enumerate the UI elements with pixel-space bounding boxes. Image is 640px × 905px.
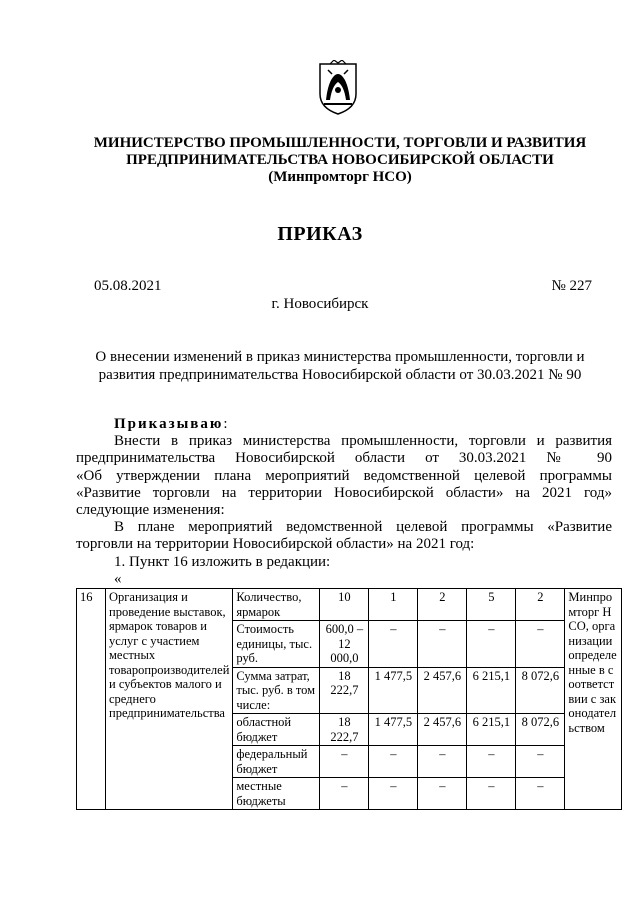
order-colon: : <box>223 416 228 432</box>
value-cell: 8 072,6 <box>516 667 565 714</box>
value-cell: – <box>516 746 565 778</box>
value-cell: – <box>320 746 369 778</box>
value-cell: 1 477,5 <box>369 714 418 746</box>
value-cell: – <box>516 621 565 668</box>
value-cell: 1 477,5 <box>369 667 418 714</box>
table-row <box>77 589 622 621</box>
ministry-short: (Минпромторг НСО) <box>268 169 412 185</box>
p1-line-4: «Развитие торговли на территории Новосибирской области» на 2021 год» <box>76 484 612 501</box>
value-cell: 10 <box>320 589 369 621</box>
indicator-cell: Стоимость единицы, тыс. руб. <box>233 621 320 668</box>
plan-table <box>76 588 622 810</box>
order-number: № 227 <box>551 278 592 294</box>
p1-line-1: Внести в приказ министерства промышленности, торговли и развития <box>114 433 612 450</box>
value-cell: – <box>418 778 467 810</box>
value-cell: 2 <box>516 589 565 621</box>
indicator-cell: областной бюджет <box>233 714 320 746</box>
p1-line-3: «Об утверждении плана мероприятий ведомственной целевой программы <box>76 467 612 484</box>
p1-line-2: предпринимательства Новосибирской области от 30.03.2021 № 90 <box>76 450 612 467</box>
ministry-line-2: ПРЕДПРИНИМАТЕЛЬСТВА НОВОСИБИРСКОЙ ОБЛАСТИ <box>126 152 554 168</box>
order-date: 05.08.2021 <box>94 278 162 294</box>
order-body <box>76 416 612 588</box>
p1-line-5: следующие изменения: <box>76 502 225 519</box>
value-cell: 8 072,6 <box>516 714 565 746</box>
p3-line: 1. Пункт 16 изложить в редакции: <box>114 553 331 570</box>
value-cell: – <box>320 778 369 810</box>
value-cell: – <box>418 621 467 668</box>
value-cell: 2 457,6 <box>418 667 467 714</box>
p2-line-2: торговли на территории Новосибирской области» на 2021 год: <box>76 536 475 553</box>
value-cell: 5 <box>467 589 516 621</box>
value-cell: – <box>516 778 565 810</box>
value-cell: 6 215,1 <box>467 667 516 714</box>
subject-line-2: развития предпринимательства Новосибирской области от 30.03.2021 № 90 <box>98 367 582 383</box>
value-cell: 1 <box>369 589 418 621</box>
ministry-name <box>60 135 620 186</box>
subject-line-1: О внесении изменений в приказ министерства промышленности, торговли и <box>95 349 585 365</box>
value-cell: 2 457,6 <box>418 714 467 746</box>
order-word: Приказываю <box>114 416 224 432</box>
value-cell: – <box>418 746 467 778</box>
indicator-cell: местные бюджеты <box>233 778 320 810</box>
value-cell: – <box>369 746 418 778</box>
quote-open: « <box>114 570 122 587</box>
value-cell: 6 215,1 <box>467 714 516 746</box>
event-name: Организация и проведение выставок, ярмарок товаров и услуг с участием местных товаропроизводителей и субъектов малого и среднего предпринимательства <box>106 589 233 810</box>
responsible: Минпромторг НСО, организации определенные в соответствии с законодательством <box>565 589 622 810</box>
p2-line-1: В плане мероприятий ведомственной целевой программы «Развитие <box>114 519 612 536</box>
document-type: ПРИКАЗ <box>277 223 363 245</box>
indicator-cell: федеральный бюджет <box>233 746 320 778</box>
city: г. Новосибирск <box>271 296 369 312</box>
indicator-cell: Количество, ярмарок <box>233 589 320 621</box>
item-number: 16 <box>77 589 106 810</box>
value-cell: – <box>369 778 418 810</box>
coat-of-arms-emblem <box>316 60 360 116</box>
order-subject <box>80 348 600 384</box>
indicator-cell: Сумма затрат, тыс. руб. в том числе: <box>233 667 320 714</box>
value-cell: – <box>369 621 418 668</box>
value-cell: 18 222,7 <box>320 667 369 714</box>
value-cell: – <box>467 746 516 778</box>
value-cell: – <box>467 778 516 810</box>
ministry-line-1: МИНИСТЕРСТВО ПРОМЫШЛЕННОСТИ, ТОРГОВЛИ И РАЗВИТИЯ <box>93 135 587 151</box>
value-cell: 2 <box>418 589 467 621</box>
value-cell: 600,0 – 12 000,0 <box>320 621 369 668</box>
value-cell: 18 222,7 <box>320 714 369 746</box>
value-cell: – <box>467 621 516 668</box>
